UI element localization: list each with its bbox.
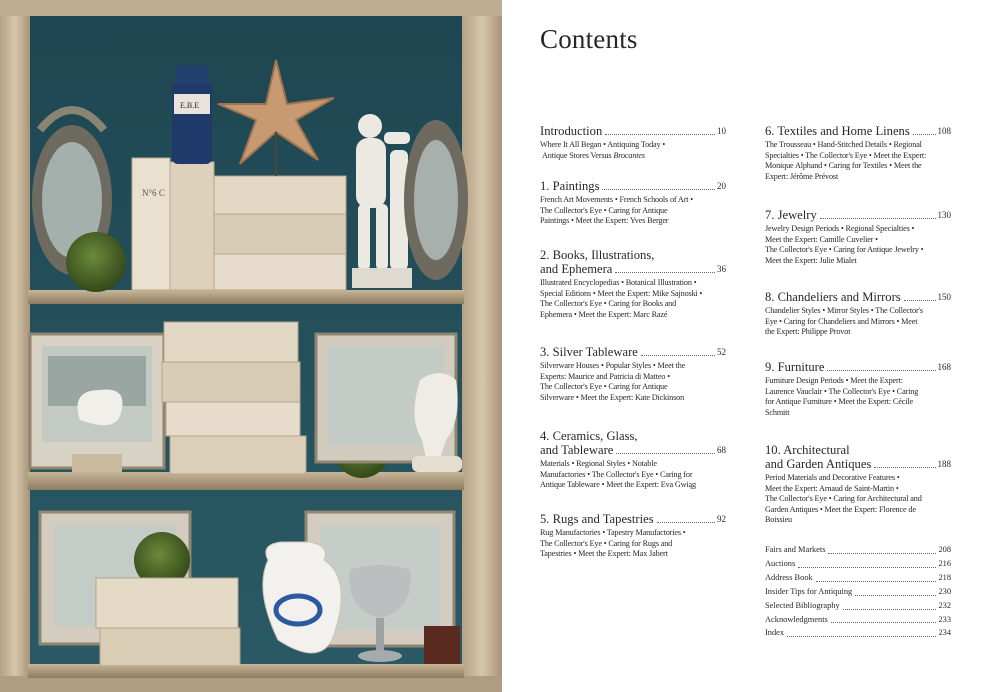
toc-backmatter-address-book[interactable]: Address Book 218: [765, 572, 951, 582]
toc-entry-title: 3. Silver Tableware: [540, 345, 638, 359]
toc-page-number: 52: [717, 347, 726, 357]
small-red-box: [424, 626, 460, 664]
coral-white: [78, 390, 123, 426]
toc-entry-paintings[interactable]: [540, 179, 726, 227]
toc-entry-title: and Ephemera: [540, 262, 613, 276]
toc-entry-chandeliers[interactable]: [765, 290, 951, 338]
toc-backmatter-acknowledgments[interactable]: Acknowledgments 233: [765, 614, 951, 624]
toc-entry-description: Silverware Houses • Popular Styles • Meet the Experts: Maurice and Patricia di Matteo • The Collector's Eye • Caring for Antique Silverware • Meet the Expert: Kate Dickinson: [540, 361, 686, 402]
blue-apothecary-bottle: [172, 66, 212, 164]
old-book-stack-1: [214, 176, 346, 214]
shelf-3: [28, 664, 464, 678]
toc-entry-description: Illustrated Encyclopedias • Botanical Illustration • Special Editions • Meet the Expert: Mike Sajnoski • The Collector's Eye • Caring for Books and Ephemera • Meet the Expert: Marc Razé: [540, 278, 703, 319]
toc-entry-description: French Art Movements • French Schools of Art • The Collector's Eye • Caring for Antique Paintings • Meet the Expert: Yves Berger: [540, 195, 694, 226]
toc-entry-description: Materials • Regional Styles • Notable Manufactories • The Collector's Eye • Caring for Antique Tableware • Meet the Expert: Eva Gwiąg: [540, 459, 696, 490]
toc-entry-description: Period Materials and Decorative Features • Meet the Expert: Arnaud de Saint-Martin • The Collector's Eye • Caring for Architectural and Garden Antiques • Meet the Expert: Florence de Boissieu: [765, 473, 922, 525]
toc-entry-description: Where It All Began • Antiquing Today • Antique Stores Versus Brocantes: [540, 140, 666, 160]
svg-text:N°6 C: N°6 C: [142, 188, 165, 198]
toc-entry-jewelry[interactable]: [765, 208, 951, 266]
toc-page-number: 108: [937, 126, 951, 136]
paper-bundle-stack: [162, 322, 306, 474]
toc-page-number: 188: [937, 459, 951, 469]
toc-entry-title: Introduction: [540, 124, 603, 138]
cabinet-left-post: [0, 0, 30, 692]
toc-page-number: 20: [717, 181, 726, 191]
toc-page-number: 10: [717, 126, 726, 136]
toc-entry-title: 8. Chandeliers and Mirrors: [765, 290, 901, 304]
toc-backmatter-index[interactable]: Index 234: [765, 628, 951, 638]
cabinet-top: [0, 0, 502, 16]
toc-entry-description: Chandelier Styles • Mirror Styles • The Collector's Eye • Caring for Chandeliers and Mirrors • Meet the Expert: Philippe Provot: [765, 306, 923, 337]
toc-page-number: 130: [937, 210, 951, 220]
toc-page-number: 92: [717, 514, 726, 524]
toc-backmatter-auctions[interactable]: Auctions 216: [765, 558, 951, 568]
toc-entry-title: and Garden Antiques: [765, 457, 872, 471]
toc-entry-title: 7. Jewelry: [765, 208, 817, 222]
shelf-1: [28, 290, 464, 304]
toc-entry-rugs[interactable]: [540, 512, 726, 560]
toc-backmatter-bibliography[interactable]: Selected Bibliography 232: [765, 600, 951, 610]
toc-entry-title: 1. Paintings: [540, 179, 600, 193]
toc-entry-description: The Trousseau • Hand-Stitched Details • Regional Specialties • The Collector's Eye • Meet the Expert: Monique Alphand • Caring for Textiles • Meet the Expert: Jérôme Prévost: [765, 140, 927, 181]
ornate-mirror-right: [404, 120, 468, 280]
moss-ball-1: [66, 232, 126, 292]
toc-backmatter-fairs[interactable]: Fairs and Markets 208: [765, 545, 951, 554]
toc-entry-title: and Tableware: [540, 443, 614, 457]
old-book-upright-1: [132, 158, 170, 290]
toc-entry-books[interactable]: [540, 248, 726, 320]
toc-entry-furniture[interactable]: [765, 360, 951, 418]
toc-entry-title: 9. Furniture: [765, 360, 825, 374]
book-stack-bottom: [96, 578, 240, 666]
cabinet-right-post: [462, 0, 502, 692]
shelf-2: [28, 472, 464, 490]
toc-entry-description: Rug Manufactories • Tapestry Manufactories • The Collector's Eye • Caring for Rugs and Tapestries • Meet the Expert: Max Jabert: [540, 528, 686, 559]
page-title: Contents: [540, 24, 638, 54]
toc-entry-title: 6. Textiles and Home Linens: [765, 124, 910, 138]
toc-entry-ceramics[interactable]: [540, 429, 726, 491]
toc-entry-architectural[interactable]: [765, 443, 951, 526]
contents-page: [502, 0, 1004, 692]
toc-entry-description: Furniture Design Periods • Meet the Expert: Laurence Vauclair • The Collector's Eye • Caring for Antique Furniture • Meet the Expert: Cécile Schmitt: [765, 376, 919, 417]
toc-page-number: 68: [717, 445, 726, 455]
toc-entry-textiles[interactable]: [765, 124, 951, 182]
toc-entry-introduction[interactable]: [540, 124, 726, 161]
svg-text:E.B.E: E.B.E: [180, 101, 200, 110]
toc-entry-title: 5. Rugs and Tapestries: [540, 512, 654, 526]
toc-entry-silver[interactable]: [540, 345, 726, 403]
toc-page-number: 168: [937, 362, 951, 372]
toc-backmatter-insider-tips[interactable]: Insider Tips for Antiquing 230: [765, 586, 951, 596]
toc-entry-title-line1: 10. Architectural: [765, 443, 850, 457]
toc-page-number: 150: [937, 292, 951, 302]
toc-entry-title-line1: 2. Books, Illustrations,: [540, 248, 655, 262]
back-matter-list: [765, 543, 951, 640]
toc-page-number: 36: [717, 264, 726, 274]
toc-entry-title-line1: 4. Ceramics, Glass,: [540, 429, 638, 443]
toc-entry-description: Jewelry Design Periods • Regional Specialties • Meet the Expert: Camille Cuvelier • The Collector's Eye • Caring for Antique Jewelry • Meet the Expert: Julie Mialet: [765, 224, 924, 265]
